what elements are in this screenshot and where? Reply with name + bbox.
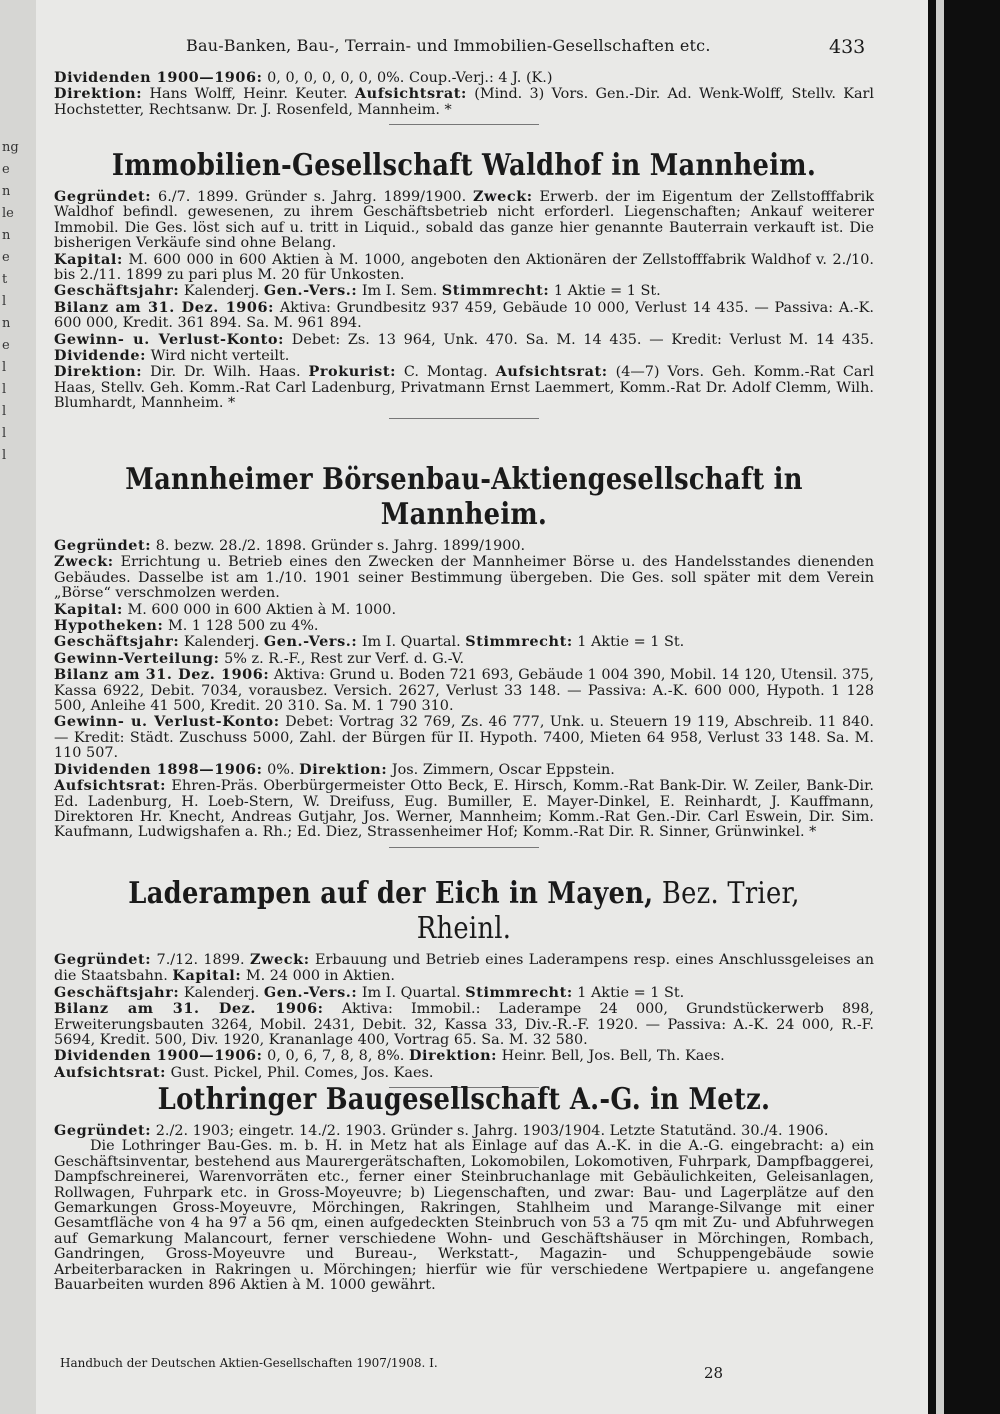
book-page [36,0,928,1414]
field-label: Gegründet: [54,951,152,968]
field-label: Kapital: [54,250,123,268]
field-value: (4—7) Vors. Geh. Komm.-Rat Carl Haas, Stellv. Geh. Komm.-Rat Carl Ladenburg, Privatmann Ernst Laemmert, Komm.-Rat Dr. Adolf Clemm, Wilh. Blumhardt, Mannheim. * [54,364,874,412]
field-value: 0%. [262,761,300,778]
entry-paragraph [54,618,874,634]
field-value: 5% z. R.-F., Rest zur Verf. d. G.-V. [219,650,465,667]
entry-paragraph [54,602,874,618]
entry-paragraph [54,1048,874,1064]
company-location: Bez. Trier, Rheinl. [416,876,800,946]
field-label: Bilanz am 31. Dez. 1906: [54,666,270,684]
divider-rule [389,847,539,848]
field-label: Geschäftsjahr: [54,282,180,300]
field-value: Die Lothringer Bau-Ges. m. b. H. in Metz hat als Einlage auf das A.-K. in die A.-G. eingebracht: a) ein Geschäftsinventar, bestehend aus Maurergerätschaften, Lokomobilen, Lokomotiven, Fuhrpark, Dampfbaggerei, Dampfschreinerei, Warenvorräten etc., ferner einer Steinbruchanlage mit Gebäulichkeiten, Geleisanlagen, Rollwagen, Fuhrpark etc. in Gross-Moyeuvre; b) Liegenschaften, und zwar: Bau- und Lagerplätze auf den Gemarkungen Gross-Moyeuvre, Mörchingen, Rakringen, Stahlheim und Marange-Silvange mit einer Gesamtfläche von 4 ha 97 a 56 qm, einen aufgedeckten Steinbruch von 53 a 75 qm mit Zu- und Abfuhrwegen auf Gemarkung Malancourt, ferner verschiedene Wohn- und Geschäftshäuser in Mörchingen, Rombach, Gandringen, Gross-Moyeuvre und Bureau-, Werkstatt-, Magazin- und Schuppengebäude sowie Arbeiterbaracken in Rakringen u. Mörchingen; hierfür wie für verschiedene Wertpapiere u. angefangene Bauarbeiten wurden 896 Aktien à M. 1000 gewährt. [54,1138,874,1294]
field-label: Dividende: [54,347,146,365]
field-label: Stimmrecht: [465,633,573,651]
field-value: Aktiva: Immobil.: Laderampe 24 000, Grundstückerwerb 898, Erweiterungsbauten 3264, Mobil. 2431, Debit. 32, Kassa 33, Div.-R.-F. 1920. — Passiva: A.-K. 24 000, R.-F. 5694, Kredit. 500, Div. 1920, Krananlage 400, Vortrag 65. Sa. M. 32 580. [54,1001,875,1049]
field-label: Zweck: [54,553,114,571]
entry-paragraph [54,667,874,714]
margin-fragment: e [2,162,10,177]
field-value: C. Montag. [395,364,496,381]
field-label: Direktion: [54,363,143,381]
field-value: M. 600 000 in 600 Aktien à M. 1000, angeboten den Aktionären der Zellstofffabrik Waldhof v. 2./10. bis 2./11. 1899 zu pari plus M. 20 für Unkosten. [54,251,874,284]
margin-fragment: l [2,448,7,463]
field-value: 7./12. 1899. [151,952,250,968]
entry-paragraph [54,1001,874,1048]
field-value: Gust. Pickel, Phil. Comes, Jos. Kaes. [166,1064,434,1081]
facing-page-edge [0,0,38,1414]
entry-paragraph [54,189,874,252]
field-label: Zweck: [249,951,310,968]
field-value: M. 24 000 in Aktien. [241,968,395,985]
field-label: Aufsichtsrat: [495,363,608,381]
margin-fragment: l [2,404,7,419]
entry-paragraph [54,1123,874,1139]
field-label: Gen.-Vers.: [263,633,358,651]
field-value: Im I. Sem. [357,283,442,300]
scan-border [928,0,1000,1414]
field-label: Gegründet: [54,537,152,554]
field-value: Kalenderj. [179,634,264,651]
field-label: Dividenden 1900—1906: [54,1047,263,1065]
field-label: Zweck: [473,188,533,205]
field-value: 8. bezw. 28./2. 1898. Gründer s. Jahrg. 1899/1900. [151,538,526,554]
signature-mark: 28 [704,1364,724,1382]
field-label: Bilanz am 31. Dez. 1906: [54,1000,324,1018]
margin-fragment: n [2,316,11,331]
entry-paragraph [54,714,874,761]
company-name: Lothringer Baugesellschaft A.-G. in Metz. [157,1082,771,1117]
entry-paragraph [54,634,874,650]
field-value: 1 Aktie = 1 St. [572,984,685,1001]
field-label: Geschäftsjahr: [54,983,180,1001]
field-label: Gen.-Vers.: [263,983,358,1001]
field-value: Debet: Zs. 13 964, Unk. 470. Sa. M. 14 435. — Kredit: Verlust M. 14 435. [284,331,874,348]
entry-paragraph [54,283,874,299]
field-value: Aktiva: Grund u. Boden 721 693, Gebäude 1 004 390, Mobil. 14 120, Utensil. 375, Kassa 6922, Debit. 7034, vorausbez. Versich. 2627, Verlust 33 148. — Passiva: A.-K. 600 000, Hypoth. 1 128 500, Anleihe 41 500, Kredit. 20 310. Sa. M. 1 790 310. [54,667,875,715]
company-title [111,1082,816,1117]
field-label: Prokurist: [308,363,396,381]
field-label: Gen.-Vers.: [263,282,358,300]
field-label: Gewinn-Verteilung: [54,649,220,667]
field-value: M. 600 000 in 600 Aktien à M. 1000. [122,601,397,618]
field-value: Heinr. Bell, Jos. Bell, Th. Kaes. [497,1048,725,1065]
margin-fragment: ng [2,140,19,155]
field-value: Wird nicht verteilt. [146,348,290,365]
field-label: Direktion: [299,760,388,778]
field-value: Jos. Zimmern, Oscar Eppstein. [387,761,615,778]
entry-paragraph [54,364,874,411]
entry-paragraph [54,952,874,985]
entry-paragraph [54,252,874,284]
field-value: 2./2. 1903; eingetr. 14./2. 1903. Gründer s. Jahrg. 1903/1904. Letzte Statutänd. 30./4. 1906. [151,1123,829,1139]
field-value: 1 Aktie = 1 St. [572,634,685,651]
company-entry [54,876,874,1088]
footer-text: Handbuch der Deutschen Aktien-Gesellschaften 1907/1908. I. [60,1356,438,1370]
field-label: Gewinn- u. Verlust-Konto: [54,713,280,731]
field-value: M. 1 128 500 zu 4%. [163,618,319,635]
company-entry [54,148,874,419]
entry-paragraph [54,1139,874,1293]
field-value: Im I. Quartal. [357,634,466,651]
field-value: Debet: Vortrag 32 769, Zs. 46 777, Unk. u. Steuern 19 119, Abschreib. 11 840. — Kredit: Städt. Zuschuss 5000, Zahl. der Bürgen für II. Hypoth. 7400, Mieten 64 958, Verlust 33 148. Sa. M. 110 507. [54,714,874,762]
field-value: Kalenderj. [179,984,264,1001]
field-value: Im I. Quartal. [357,984,466,1001]
field-value: Errichtung u. Betrieb eines den Zwecken der Mannheimer Börse u. des Handelsstandes dienenden Gebäudes. Dasselbe ist am 1./10. 1901 seiner Bestimmung übergeben. Die Ges. soll später mit dem Verein „Börse“ verschmolzen werden. [54,554,874,602]
company-entry [54,462,874,848]
company-name: Immobilien-Gesellschaft Waldhof in Mannheim. [111,148,817,183]
margin-fragment: e [2,250,10,265]
field-label: Aufsichtsrat: [54,777,167,795]
field-label: Kapital: [54,600,123,618]
entry-paragraph [54,300,874,332]
entry-paragraph [54,778,874,841]
field-label: Stimmrecht: [465,983,573,1001]
field-label: Geschäftsjahr: [54,633,180,651]
entry-paragraph [54,332,874,365]
page-number: 433 [829,36,866,58]
field-label: Aufsichtsrat: [54,1063,167,1081]
divider-rule [389,418,539,419]
company-title [111,876,816,946]
field-label: Stimmrecht: [441,282,550,300]
field-value: Kalenderj. [179,283,264,300]
margin-fragment: l [2,426,7,441]
field-value: Dir. Dr. Wilh. Haas. [142,364,309,381]
field-value: Ehren-Präs. Oberbürgermeister Otto Beck, E. Hirsch, Komm.-Rat Bank-Dir. W. Zeiler, Bank-Dir. Ed. Ladenburg, H. Loeb-Stern, W. Dreifuss, Eug. Bumiller, E. Mayer-Dinkel, E. Reinhardt, J. Kauffmann, Direktoren Hr. Knecht, Andreas Gutjahr, Jos. Werner, Mannheim; Komm.-Rat Gen.-Dir. Carl Eswein, Dir. Sim. Kaufmann, Ludwigshafen a. Rh.; Ed. Diez, Strassenheimer Hof; Komm.-Rat Dir. R. Sinner, Grünwinkel. * [54,778,874,841]
company-title [111,462,816,532]
running-title: Bau-Banken, Bau-, Terrain- und Immobilien-Gesellschaften etc. [186,36,711,55]
field-label: Direktion: [408,1047,498,1065]
divider-rule [389,124,539,125]
field-label: Dividenden 1898—1906: [54,760,263,778]
margin-fragment: l [2,382,7,397]
company-title [111,148,816,183]
margin-fragment: t [2,272,8,287]
prev-direktion: Direktion: Hans Wolff, Heinr. Keuter. Aufsichtsrat: (Mind. 3) Vors. Gen.-Dir. Ad. Wenk-Wolff, Stellv. Karl Hochstetter, Rechtsanw. Dr. J. Rosenfeld, Mannheim. * [54,85,875,118]
field-value: Erwerb. der im Eigentum der Zellstofffabrik Waldhof befindl. gewesenen, zu ihrem Geschäftsbetrieb nicht erforderl. Liegenschaften; Ankauf weiterer Immobil. Die Ges. löst sich auf u. tritt in Liquid., sobald das ganze hier genannte Bauterrain verkauft ist. Die bisherigen Verkäufe sind ohne Belang. [54,189,874,252]
field-label: Hypotheken: [54,617,164,635]
entry-paragraph [54,985,874,1001]
field-value: Aktiva: Grundbesitz 937 459, Gebäude 10 000, Verlust 14 435. — Passiva: A.-K. 600 000, Kredit. 361 894. Sa. M. 961 894. [54,299,874,332]
entry-paragraph [54,554,874,601]
prev-dividenden: Dividenden 1900—1906: 0, 0, 0, 0, 0, 0, 0%. Coup.-Verj.: 4 J. (K.) [54,69,553,86]
company-entry [54,1082,874,1293]
entry-paragraph [54,762,874,778]
company-name: Laderampen auf der Eich in Mayen, [128,876,654,911]
margin-fragment: l [2,360,7,375]
field-value: 1 Aktie = 1 St. [549,283,661,300]
margin-fragment: n [2,184,11,199]
field-label: Gewinn- u. Verlust-Konto: [54,330,285,348]
entry-paragraph [54,651,874,667]
field-value: 6./7. 1899. Gründer s. Jahrg. 1899/1900. [151,189,474,205]
field-value: 0, 0, 6, 7, 8, 8, 8%. [262,1048,409,1065]
prev-entry-tail [54,70,874,125]
margin-fragment: n [2,228,11,243]
margin-fragment: le [2,206,14,221]
field-label: Gegründet: [54,188,152,205]
field-value: Erbauung und Betrieb eines Laderampens resp. eines Anschlussgeleises an die Staatsbahn. [54,952,874,985]
margin-fragment: l [2,294,7,309]
entry-paragraph [54,538,874,554]
margin-fragment: e [2,338,10,353]
field-label: Bilanz am 31. Dez. 1906: [54,298,275,316]
company-name: Mannheimer Börsenbau-Aktiengesellschaft in Mannheim. [125,462,803,532]
field-label: Gegründet: [54,1122,152,1139]
field-label: Kapital: [172,967,242,985]
entry-paragraph [54,1065,874,1081]
